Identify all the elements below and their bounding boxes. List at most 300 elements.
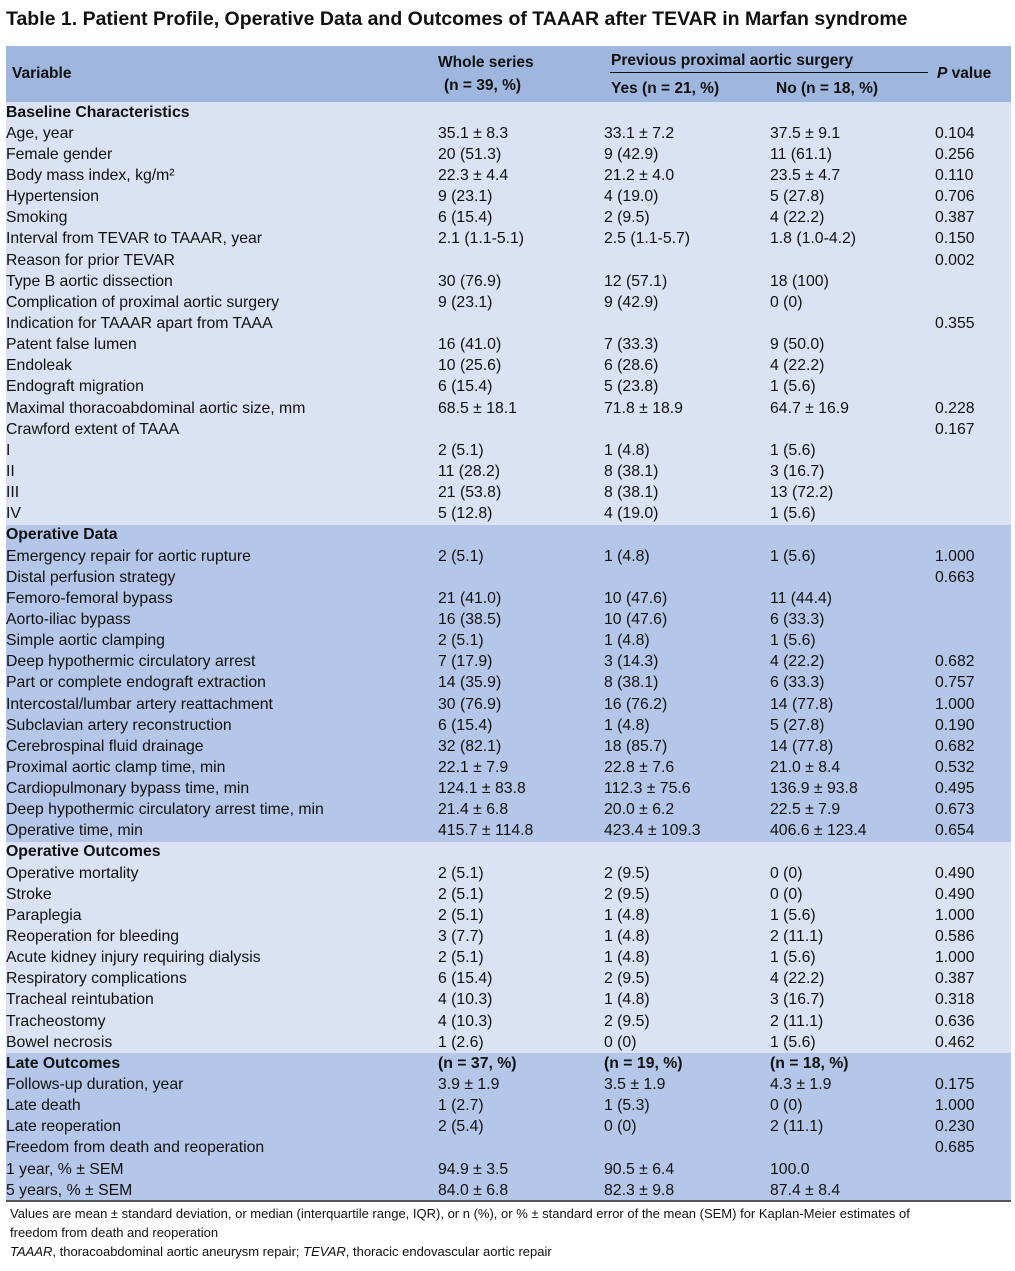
cell-yes: 1 (4.8) (604, 926, 770, 947)
cell-pvalue (935, 377, 1011, 398)
row-label: Operative mortality (6, 863, 438, 884)
row-label: Type B aortic dissection (6, 271, 438, 292)
row-label: Interval from TEVAR to TAAAR, year (6, 229, 438, 250)
header-group-title: Previous proximal aortic surgery (611, 52, 854, 69)
data-table (6, 102, 1011, 1201)
section-row (6, 1053, 1011, 1074)
cell-pvalue: 0.387 (935, 969, 1011, 990)
table-row (6, 567, 1011, 588)
cell-pvalue (935, 1159, 1011, 1180)
cell-pvalue (935, 461, 1011, 482)
cell-yes: 1 (4.8) (604, 546, 770, 567)
cell-pvalue: 0.663 (935, 567, 1011, 588)
cell-no: 100.0 (770, 1159, 935, 1180)
cell-whole-series: 2 (5.1) (438, 948, 604, 969)
cell-no: 1 (5.6) (770, 504, 935, 525)
cell-no: 87.4 ± 8.4 (770, 1180, 935, 1201)
cell-no (770, 842, 935, 863)
cell-whole-series: 6 (15.4) (438, 377, 604, 398)
cell-yes: 9 (42.9) (604, 292, 770, 313)
cell-pvalue: 1.000 (935, 694, 1011, 715)
cell-no: 5 (27.8) (770, 715, 935, 736)
cell-no: 0 (0) (770, 292, 935, 313)
row-label: Operative time, min (6, 821, 438, 842)
cell-pvalue (935, 525, 1011, 546)
row-label: Tracheostomy (6, 1011, 438, 1032)
cell-pvalue (935, 356, 1011, 377)
cell-yes: 2 (9.5) (604, 208, 770, 229)
cell-no: 11 (44.4) (770, 588, 935, 609)
row-label: Aorto-iliac bypass (6, 609, 438, 630)
cell-whole-series (438, 102, 604, 123)
row-label: Simple aortic clamping (6, 631, 438, 652)
cell-whole-series: 2 (5.1) (438, 631, 604, 652)
table-row (6, 948, 1011, 969)
header-pvalue: P value (937, 65, 992, 82)
cell-pvalue (935, 609, 1011, 630)
table-row (6, 652, 1011, 673)
table-row (6, 1096, 1011, 1117)
cell-whole-series: 4 (10.3) (438, 990, 604, 1011)
table-row (6, 821, 1011, 842)
cell-no (770, 567, 935, 588)
cell-whole-series (438, 567, 604, 588)
row-label: Reoperation for bleeding (6, 926, 438, 947)
table-row (6, 694, 1011, 715)
table-row (6, 736, 1011, 757)
row-label: Part or complete endograft extraction (6, 673, 438, 694)
row-label: Cardiopulmonary bypass time, min (6, 779, 438, 800)
header-yes: Yes (n = 21, %) (611, 80, 720, 97)
cell-no (770, 313, 935, 334)
row-label: Tracheal reintubation (6, 990, 438, 1011)
cell-no: 6 (33.3) (770, 673, 935, 694)
cell-no: 23.5 ± 4.7 (770, 165, 935, 186)
cell-pvalue (935, 335, 1011, 356)
cell-whole-series: 21 (41.0) (438, 588, 604, 609)
cell-yes: 22.8 ± 7.6 (604, 757, 770, 778)
cell-yes: 10 (47.6) (604, 609, 770, 630)
cell-whole-series (438, 419, 604, 440)
cell-pvalue: 0.228 (935, 398, 1011, 419)
cell-no: 3 (16.7) (770, 461, 935, 482)
row-label: Late reoperation (6, 1117, 438, 1138)
row-label: Deep hypothermic circulatory arrest time, min (6, 800, 438, 821)
table-row (6, 208, 1011, 229)
cell-yes (604, 102, 770, 123)
cell-whole-series: 94.9 ± 3.5 (438, 1159, 604, 1180)
cell-pvalue: 0.002 (935, 250, 1011, 271)
cell-no: 11 (61.1) (770, 144, 935, 165)
cell-yes: 1 (4.8) (604, 990, 770, 1011)
cell-pvalue (935, 504, 1011, 525)
cell-no: 2 (11.1) (770, 926, 935, 947)
cell-yes (604, 842, 770, 863)
table-row (6, 356, 1011, 377)
cell-pvalue: 1.000 (935, 948, 1011, 969)
cell-whole-series: 21 (53.8) (438, 483, 604, 504)
table-row (6, 757, 1011, 778)
table-row (6, 926, 1011, 947)
cell-whole-series: 4 (10.3) (438, 1011, 604, 1032)
table-row (6, 1117, 1011, 1138)
table-row (6, 1074, 1011, 1095)
row-label: Emergency repair for aortic rupture (6, 546, 438, 567)
row-label: Smoking (6, 208, 438, 229)
cell-pvalue: 0.495 (935, 779, 1011, 800)
cell-whole-series: 30 (76.9) (438, 694, 604, 715)
row-label: Femoro-femoral bypass (6, 588, 438, 609)
row-label: Complication of proximal aortic surgery (6, 292, 438, 313)
cell-pvalue: 0.355 (935, 313, 1011, 334)
row-label: Endoleak (6, 356, 438, 377)
row-label: IV (6, 504, 438, 525)
table-row (6, 377, 1011, 398)
cell-yes: 1 (4.8) (604, 631, 770, 652)
cell-yes: 2.5 (1.1-5.7) (604, 229, 770, 250)
table-row (6, 144, 1011, 165)
row-label: Acute kidney injury requiring dialysis (6, 948, 438, 969)
cell-yes: 8 (38.1) (604, 673, 770, 694)
row-label: Crawford extent of TAAA (6, 419, 438, 440)
section-row (6, 842, 1011, 863)
row-label: Female gender (6, 144, 438, 165)
row-label: Intercostal/lumbar artery reattachment (6, 694, 438, 715)
cell-yes: 8 (38.1) (604, 483, 770, 504)
cell-pvalue: 0.318 (935, 990, 1011, 1011)
cell-whole-series: 11 (28.2) (438, 461, 604, 482)
cell-no: 9 (50.0) (770, 335, 935, 356)
table-row (6, 1180, 1011, 1201)
cell-yes: 0 (0) (604, 1117, 770, 1138)
cell-yes: 82.3 ± 9.8 (604, 1180, 770, 1201)
cell-yes: 1 (4.8) (604, 715, 770, 736)
cell-yes: 7 (33.3) (604, 335, 770, 356)
cell-yes: 1 (4.8) (604, 905, 770, 926)
row-label: Age, year (6, 123, 438, 144)
cell-yes: 423.4 ± 109.3 (604, 821, 770, 842)
cell-whole-series (438, 842, 604, 863)
table-row (6, 546, 1011, 567)
cell-pvalue: 0.685 (935, 1138, 1011, 1159)
table-row (6, 990, 1011, 1011)
cell-pvalue (935, 271, 1011, 292)
table-row (6, 229, 1011, 250)
cell-yes: 0 (0) (604, 1032, 770, 1053)
cell-pvalue: 0.706 (935, 187, 1011, 208)
footnote-abbreviations: TAAAR, thoracoabdominal aortic aneurysm repair; TEVAR, thoracic endovascular aortic repair (10, 1244, 552, 1259)
table-row (6, 419, 1011, 440)
cell-pvalue: 0.490 (935, 863, 1011, 884)
cell-no: 1 (5.6) (770, 631, 935, 652)
cell-pvalue (935, 1053, 1011, 1074)
cell-no: 136.9 ± 93.8 (770, 779, 935, 800)
cell-pvalue: 0.532 (935, 757, 1011, 778)
cell-pvalue (935, 842, 1011, 863)
cell-pvalue: 0.167 (935, 419, 1011, 440)
cell-no: 2 (11.1) (770, 1117, 935, 1138)
cell-no: 4 (22.2) (770, 208, 935, 229)
cell-no: 14 (77.8) (770, 736, 935, 757)
row-label: Hypertension (6, 187, 438, 208)
cell-pvalue (935, 292, 1011, 313)
section-row (6, 102, 1011, 123)
cell-whole-series: 2 (5.4) (438, 1117, 604, 1138)
cell-whole-series: 9 (23.1) (438, 187, 604, 208)
cell-no: 21.0 ± 8.4 (770, 757, 935, 778)
cell-no: 4.3 ± 1.9 (770, 1074, 935, 1095)
row-label: Late death (6, 1096, 438, 1117)
table-row (6, 504, 1011, 525)
cell-pvalue: 0.636 (935, 1011, 1011, 1032)
row-label: Operative Outcomes (6, 842, 438, 863)
table-row (6, 863, 1011, 884)
row-label: Subclavian artery reconstruction (6, 715, 438, 736)
cell-whole-series (438, 313, 604, 334)
cell-whole-series: 3.9 ± 1.9 (438, 1074, 604, 1095)
cell-whole-series: 1 (2.6) (438, 1032, 604, 1053)
cell-whole-series: 68.5 ± 18.1 (438, 398, 604, 419)
row-label: I (6, 440, 438, 461)
row-label: Patent false lumen (6, 335, 438, 356)
cell-whole-series: 84.0 ± 6.8 (438, 1180, 604, 1201)
cell-yes: 5 (23.8) (604, 377, 770, 398)
header-whole-series-line2: (n = 39, %) (444, 77, 522, 94)
cell-no: 22.5 ± 7.9 (770, 800, 935, 821)
footnote-line2: freedom from death and reoperation (10, 1225, 219, 1240)
cell-no: 0 (0) (770, 863, 935, 884)
row-label: Deep hypothermic circulatory arrest (6, 652, 438, 673)
table-row (6, 715, 1011, 736)
cell-yes: 3 (14.3) (604, 652, 770, 673)
cell-pvalue: 1.000 (935, 546, 1011, 567)
table-row (6, 165, 1011, 186)
table-header (6, 46, 1011, 102)
cell-pvalue: 0.490 (935, 884, 1011, 905)
footnote-line1: Values are mean ± standard deviation, or median (interquartile range, IQR), or n (%), or % ± standard error of the mean (SEM) for Kaplan-Meier estimates of (10, 1206, 910, 1221)
cell-pvalue: 0.104 (935, 123, 1011, 144)
cell-no: 14 (77.8) (770, 694, 935, 715)
cell-no: 1 (5.6) (770, 440, 935, 461)
table-row (6, 398, 1011, 419)
cell-pvalue: 0.110 (935, 165, 1011, 186)
row-label: Maximal thoracoabdominal aortic size, mm (6, 398, 438, 419)
cell-pvalue: 0.757 (935, 673, 1011, 694)
cell-yes: 33.1 ± 7.2 (604, 123, 770, 144)
cell-no: (n = 18, %) (770, 1053, 935, 1074)
cell-whole-series: 2 (5.1) (438, 884, 604, 905)
cell-pvalue: 1.000 (935, 905, 1011, 926)
row-label: Cerebrospinal fluid drainage (6, 736, 438, 757)
cell-pvalue: 0.586 (935, 926, 1011, 947)
cell-no: 1 (5.6) (770, 546, 935, 567)
cell-whole-series: 5 (12.8) (438, 504, 604, 525)
row-label: Proximal aortic clamp time, min (6, 757, 438, 778)
cell-no: 0 (0) (770, 1096, 935, 1117)
row-label: Freedom from death and reoperation (6, 1138, 438, 1159)
table-row (6, 588, 1011, 609)
cell-no (770, 1138, 935, 1159)
cell-no: 64.7 ± 16.9 (770, 398, 935, 419)
cell-yes: 10 (47.6) (604, 588, 770, 609)
cell-no: 37.5 ± 9.1 (770, 123, 935, 144)
cell-pvalue: 0.190 (935, 715, 1011, 736)
cell-whole-series: 22.3 ± 4.4 (438, 165, 604, 186)
cell-yes: 2 (9.5) (604, 863, 770, 884)
cell-pvalue: 0.673 (935, 800, 1011, 821)
cell-no: 6 (33.3) (770, 609, 935, 630)
cell-whole-series: 32 (82.1) (438, 736, 604, 757)
table-row (6, 779, 1011, 800)
cell-yes: 21.2 ± 4.0 (604, 165, 770, 186)
cell-whole-series: 2 (5.1) (438, 863, 604, 884)
table-row (6, 631, 1011, 652)
row-label: Late Outcomes (6, 1053, 438, 1074)
cell-no: 1 (5.6) (770, 948, 935, 969)
cell-yes: 20.0 ± 6.2 (604, 800, 770, 821)
cell-pvalue: 0.256 (935, 144, 1011, 165)
cell-pvalue (935, 483, 1011, 504)
cell-no: 4 (22.2) (770, 969, 935, 990)
cell-whole-series: 415.7 ± 114.8 (438, 821, 604, 842)
table-row (6, 483, 1011, 504)
cell-no: 406.6 ± 123.4 (770, 821, 935, 842)
cell-whole-series: 3 (7.7) (438, 926, 604, 947)
cell-whole-series: 124.1 ± 83.8 (438, 779, 604, 800)
row-label: Respiratory complications (6, 969, 438, 990)
table-row (6, 335, 1011, 356)
row-label: Distal perfusion strategy (6, 567, 438, 588)
cell-no (770, 525, 935, 546)
cell-no (770, 250, 935, 271)
cell-yes: 9 (42.9) (604, 144, 770, 165)
cell-whole-series (438, 525, 604, 546)
cell-yes: 4 (19.0) (604, 504, 770, 525)
table-row (6, 673, 1011, 694)
cell-whole-series: 10 (25.6) (438, 356, 604, 377)
cell-pvalue: 0.462 (935, 1032, 1011, 1053)
cell-whole-series: 16 (38.5) (438, 609, 604, 630)
table-row (6, 1011, 1011, 1032)
cell-yes: 2 (9.5) (604, 969, 770, 990)
cell-yes (604, 1138, 770, 1159)
table-row (6, 123, 1011, 144)
row-label: Operative Data (6, 525, 438, 546)
table-title: Table 1. Patient Profile, Operative Data and Outcomes of TAAAR after TEVAR in Marfan syndrome (6, 8, 908, 30)
cell-no: 2 (11.1) (770, 1011, 935, 1032)
cell-pvalue: 0.387 (935, 208, 1011, 229)
cell-no: 4 (22.2) (770, 652, 935, 673)
cell-yes (604, 419, 770, 440)
cell-yes: 3.5 ± 1.9 (604, 1074, 770, 1095)
header-whole-series-line1: Whole series (438, 54, 534, 71)
cell-whole-series: 30 (76.9) (438, 271, 604, 292)
table-row (6, 187, 1011, 208)
cell-no (770, 102, 935, 123)
cell-no (770, 419, 935, 440)
cell-no: 4 (22.2) (770, 356, 935, 377)
section-row (6, 525, 1011, 546)
header-no: No (n = 18, %) (776, 80, 879, 97)
cell-whole-series: 22.1 ± 7.9 (438, 757, 604, 778)
table-row (6, 1159, 1011, 1180)
table-row (6, 250, 1011, 271)
cell-whole-series: 2 (5.1) (438, 546, 604, 567)
cell-pvalue: 0.682 (935, 652, 1011, 673)
cell-yes: 71.8 ± 18.9 (604, 398, 770, 419)
row-label: Baseline Characteristics (6, 102, 438, 123)
cell-whole-series: 2 (5.1) (438, 905, 604, 926)
cell-whole-series: 7 (17.9) (438, 652, 604, 673)
cell-pvalue: 0.230 (935, 1117, 1011, 1138)
table-row (6, 1032, 1011, 1053)
table-row (6, 1138, 1011, 1159)
cell-yes: (n = 19, %) (604, 1053, 770, 1074)
row-label: Reason for prior TEVAR (6, 250, 438, 271)
row-label: Body mass index, kg/m² (6, 165, 438, 186)
cell-pvalue (935, 631, 1011, 652)
cell-yes: 1 (4.8) (604, 440, 770, 461)
cell-whole-series: 6 (15.4) (438, 969, 604, 990)
cell-no: 3 (16.7) (770, 990, 935, 1011)
row-label: Indication for TAAAR apart from TAAA (6, 313, 438, 334)
cell-yes: 12 (57.1) (604, 271, 770, 292)
cell-yes: 2 (9.5) (604, 1011, 770, 1032)
cell-pvalue (935, 1180, 1011, 1201)
table-row (6, 969, 1011, 990)
row-label: Bowel necrosis (6, 1032, 438, 1053)
table-row (6, 271, 1011, 292)
cell-yes (604, 250, 770, 271)
row-label: 1 year, % ± SEM (6, 1159, 438, 1180)
table-row (6, 609, 1011, 630)
table-row (6, 800, 1011, 821)
cell-whole-series: 1 (2.7) (438, 1096, 604, 1117)
cell-yes: 112.3 ± 75.6 (604, 779, 770, 800)
cell-yes: 16 (76.2) (604, 694, 770, 715)
cell-pvalue: 0.175 (935, 1074, 1011, 1095)
table-row (6, 461, 1011, 482)
header-variable: Variable (12, 65, 72, 82)
cell-whole-series: 2 (5.1) (438, 440, 604, 461)
cell-yes: 4 (19.0) (604, 187, 770, 208)
cell-yes (604, 567, 770, 588)
cell-pvalue (935, 440, 1011, 461)
cell-no: 1.8 (1.0-4.2) (770, 229, 935, 250)
cell-pvalue: 0.654 (935, 821, 1011, 842)
cell-whole-series: 21.4 ± 6.8 (438, 800, 604, 821)
cell-whole-series: 6 (15.4) (438, 208, 604, 229)
cell-yes (604, 525, 770, 546)
cell-whole-series: 2.1 (1.1-5.1) (438, 229, 604, 250)
cell-no: 1 (5.6) (770, 1032, 935, 1053)
cell-pvalue: 0.150 (935, 229, 1011, 250)
cell-yes: 6 (28.6) (604, 356, 770, 377)
cell-pvalue: 0.682 (935, 736, 1011, 757)
row-label: Endograft migration (6, 377, 438, 398)
cell-yes: 1 (4.8) (604, 948, 770, 969)
cell-pvalue (935, 102, 1011, 123)
table-row (6, 905, 1011, 926)
cell-no: 13 (72.2) (770, 483, 935, 504)
table-row (6, 884, 1011, 905)
cell-whole-series: 35.1 ± 8.3 (438, 123, 604, 144)
row-label: III (6, 483, 438, 504)
cell-no: 18 (100) (770, 271, 935, 292)
cell-yes: 90.5 ± 6.4 (604, 1159, 770, 1180)
cell-yes: 18 (85.7) (604, 736, 770, 757)
cell-whole-series: (n = 37, %) (438, 1053, 604, 1074)
